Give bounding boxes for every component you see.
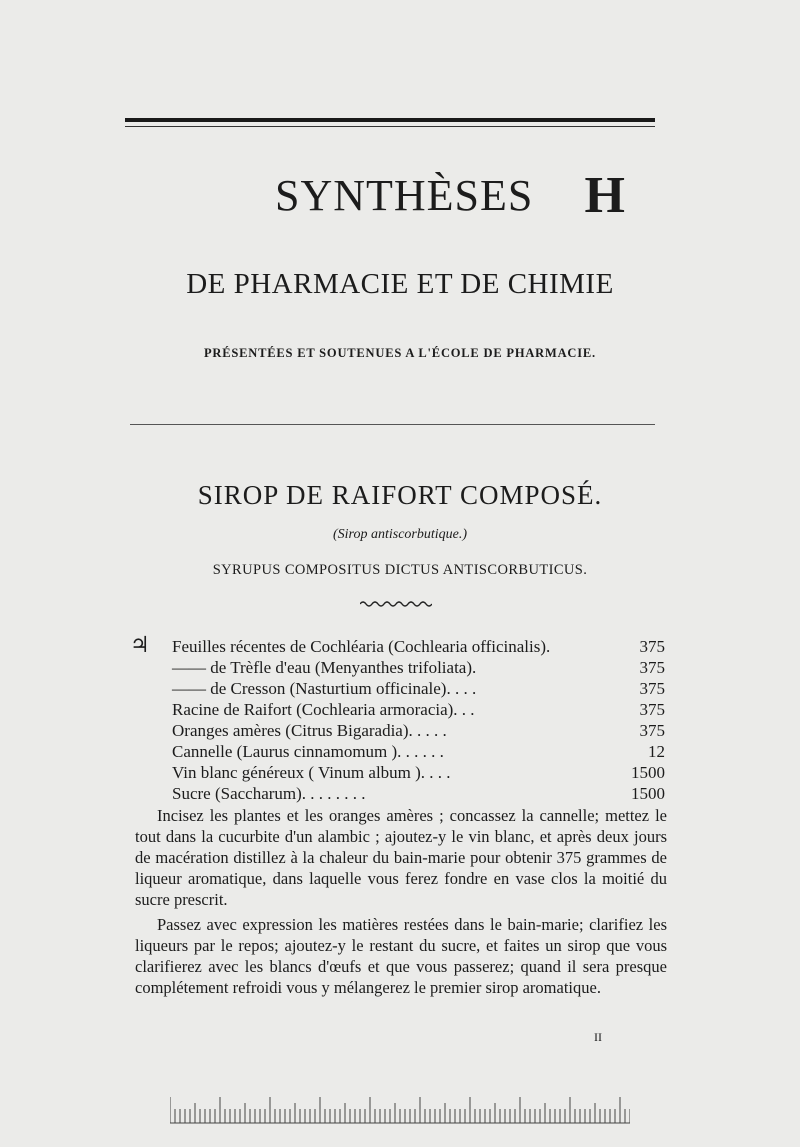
recipe-title: SIROP DE RAIFORT COMPOSÉ. [197, 480, 603, 510]
ingredient-row [130, 678, 665, 699]
ingredient-name: Sucre (Saccharum). . . . . . . . [172, 784, 366, 803]
ingredient-name: Racine de Raifort (Cochlearia armoracia). . . [172, 700, 475, 719]
signature-mark: II [594, 1030, 602, 1044]
instructions [135, 805, 667, 1002]
scale-ruler [170, 1094, 630, 1124]
ingredient-name: Feuilles récentes de Cochléaria (Cochlearia officinalis). [172, 637, 551, 656]
ingredient-row [130, 720, 665, 741]
ingredient-row [130, 632, 665, 657]
ingredient-row [130, 762, 665, 783]
ingredient-quantity: 375 [639, 721, 665, 740]
ingredient-quantity: 12 [648, 742, 665, 761]
ingredient-name: Oranges amères (Citrus Bigaradia). . . . . [172, 721, 447, 740]
ingredient-row [130, 699, 665, 720]
page-title: SYNTHÈSES [275, 171, 534, 220]
ingredient-row [130, 657, 665, 678]
ingredient-quantity: 375 [639, 679, 665, 698]
ingredient-quantity: 375 [639, 658, 665, 677]
ingredient-row [130, 783, 665, 804]
ingredient-quantity: 1500 [631, 763, 665, 782]
title-row [125, 167, 655, 230]
jupiter-symbol-icon: ♃ [130, 632, 150, 657]
section-divider [130, 424, 655, 425]
recipe-alt-name: (Sirop antiscorbutique.) [332, 527, 468, 542]
subtitle: DE PHARMACIE ET DE CHIMIE [186, 268, 614, 300]
ingredient-row [130, 741, 665, 762]
presented-line: PRÉSENTÉES ET SOUTENUES A L'ÉCOLE DE PHARMACIE. [204, 346, 596, 360]
title-letter: H [584, 167, 625, 224]
ingredient-name: —— de Cresson (Nasturtium officinale). . . . [172, 679, 477, 698]
ingredient-quantity: 375 [639, 700, 665, 719]
recipe-latin-name: SYRUPUS COMPOSITUS DICTUS ANTISCORBUTICUS. [212, 562, 588, 578]
header-rule-thin [125, 126, 655, 127]
ingredient-quantity: 1500 [631, 784, 665, 803]
ingredient-name: Vin blanc généreux ( Vinum album ). . . . [172, 763, 451, 782]
ornament-squiggle [360, 600, 432, 608]
header-rule-thick [125, 118, 655, 122]
ingredient-name: Cannelle (Laurus cinnamomum ). . . . . . [172, 742, 444, 761]
instruction-paragraph: Incisez les plantes et les oranges amères ; concassez la cannelle; mettez le tout dans la cucurbite d'un alambic ; ajoutez-y le vin blanc, et après deux jours de macération distillez à la chaleur du bain-marie pour obtenir 375 grammes de liqueur aromatique, dans laquelle vous ferez fondre en vase clos la moitié du sucre prescrit. [135, 806, 667, 909]
instruction-paragraph: Passez avec expression les matières restées dans le bain-marie; clarifiez les liqueurs par le repos; ajoutez-y le restant du sucre, et faites un sirop que vous clarifierez avec les blancs d'œufs et que vous passerez; quand il sera presque complétement refroidi vous y mélangerez le premier sirop aromatique. [135, 915, 667, 997]
ingredient-name: —— de Trèfle d'eau (Menyanthes trifoliata). [172, 658, 477, 677]
ingredient-quantity: 375 [639, 637, 665, 656]
ingredient-list [130, 632, 665, 804]
